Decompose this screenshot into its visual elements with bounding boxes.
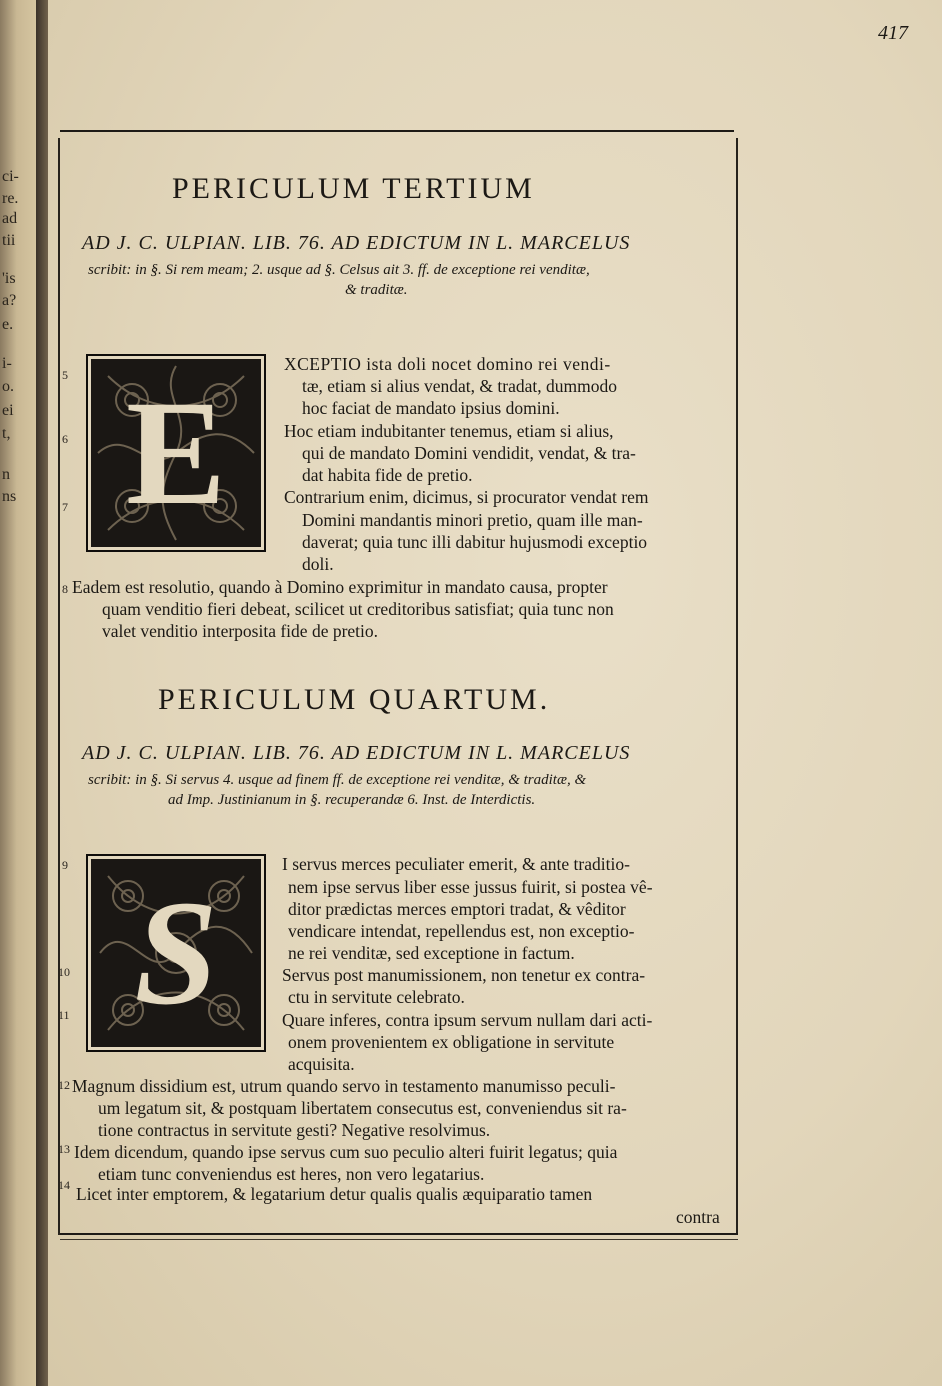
facing-fragment: o.: [2, 378, 14, 395]
paragraph-line: hoc faciat de mandato ipsius domini.: [302, 398, 560, 418]
facing-fragment: ns: [2, 488, 17, 505]
facing-fragment: re.: [2, 190, 19, 207]
paragraph-line: Servus post manumissionem, non tenetur ex contra-: [282, 965, 646, 985]
paragraph-line: um legatum sit, & postquam libertatem consecutus est, conveniendus sit ra-: [98, 1098, 627, 1118]
facing-fragment: ad: [2, 210, 18, 227]
facing-fragment: 'is: [2, 270, 16, 287]
section-citation: & traditæ.: [345, 282, 408, 298]
facing-fragment: i-: [2, 355, 12, 372]
initial-letter: E: [125, 370, 227, 536]
paragraph-line: onem provenientem ex obligatione in servitute: [288, 1032, 615, 1052]
page-number: 417: [878, 22, 908, 44]
paragraph-line: Idem dicendum, quando ipse servus cum suo peculio alteri fuirit legatus; quia: [74, 1142, 618, 1162]
facing-fragment: ei: [2, 402, 14, 419]
section-lemma: AD J. C. ULPIAN. LIB. 76. AD EDICTUM IN L. MARCELUS: [82, 742, 631, 764]
paragraph-line: tæ, etiam si alius vendat, & tradat, dummodo: [302, 376, 617, 396]
paragraph-line: acquisita.: [288, 1054, 355, 1074]
catchword: contra: [676, 1207, 720, 1227]
paragraph-line: etiam tunc conveniendus est heres, non vero legatarius.: [98, 1164, 485, 1184]
paragraph-line: dat habita fide de pretio.: [302, 465, 473, 485]
paragraph-number: 6: [62, 432, 68, 446]
paragraph-number: 11: [58, 1008, 70, 1022]
facing-fragment: ci-: [2, 168, 19, 185]
paragraph-number: 14: [58, 1178, 70, 1192]
paragraph-line: nem ipse servus liber esse jussus fuirit, si postea vê-: [288, 877, 653, 897]
paragraph-line: vendicare intendat, repellendus est, non exceptio-: [288, 921, 635, 941]
paragraph-number: 9: [62, 858, 68, 872]
paragraph-line: Quare inferes, contra ipsum servum nullam dari acti-: [282, 1010, 653, 1030]
paragraph-line: Eadem est resolutio, quando à Domino exprimitur in mandato causa, propter: [72, 577, 608, 597]
paragraph-line: valet venditio interposita fide de pretio.: [102, 621, 379, 641]
decorated-initial-e: [86, 354, 266, 552]
section-title: PERICULUM QUARTUM.: [158, 683, 551, 716]
paragraph-line: ne rei venditæ, sed exceptione in factum.: [288, 943, 575, 963]
section-title: PERICULUM TERTIUM: [172, 172, 535, 205]
paragraph-line: XCEPTIO ista doli nocet domino rei vendi-: [284, 354, 611, 374]
frame-right-rule: [736, 138, 738, 1235]
section-lemma: AD J. C. ULPIAN. LIB. 76. AD EDICTUM IN L. MARCELUS: [82, 232, 631, 254]
paragraph-line: doli.: [302, 554, 334, 574]
paragraph-line: quam venditio fieri debeat, scilicet ut creditoribus satisfiat; quia tunc non: [102, 599, 614, 619]
decorated-initial-s: [86, 854, 266, 1052]
facing-fragment: tii: [2, 232, 16, 249]
paragraph-number: 7: [62, 500, 68, 514]
top-rule: [60, 130, 734, 132]
paragraph-line: tione contractus in servitute gesti? Negative resolvimus.: [98, 1120, 491, 1140]
section-citation: scribit: in §. Si rem meam; 2. usque ad §. Celsus ait 3. ff. de exceptione rei venditæ,: [88, 262, 590, 278]
facing-fragment: e.: [2, 316, 14, 333]
paragraph-line: qui de mandato Domini vendidit, vendat, & tra-: [302, 443, 636, 463]
paragraph-line: ctu in servitute celebrato.: [288, 987, 465, 1007]
paragraph-number: 10: [58, 965, 70, 979]
paragraph-line: Hoc etiam indubitanter tenemus, etiam si alius,: [284, 421, 614, 441]
facing-fragment: n: [2, 466, 10, 483]
frame-left-rule: [58, 138, 60, 1235]
paragraph-line: Domini mandantis minori pretio, quam ille man-: [302, 510, 643, 530]
paragraph-line: Contrarium enim, dicimus, si procurator vendat rem: [284, 487, 649, 507]
paragraph-line: Licet inter emptorem, & legatarium detur qualis qualis æquiparatio tamen: [76, 1184, 593, 1204]
paragraph-line: I servus merces peculiater emerit, & ante traditio-: [282, 854, 630, 874]
section-citation: ad Imp. Justinianum in §. recuperandæ 6. Inst. de Interdictis.: [168, 792, 536, 808]
paragraph-number: 13: [58, 1142, 70, 1156]
paragraph-number: 5: [62, 368, 68, 382]
bottom-rule: [60, 1233, 738, 1235]
facing-fragment: t,: [2, 425, 11, 442]
paragraph-number: 8: [62, 582, 68, 596]
bottom-rule-thin: [60, 1239, 738, 1240]
paragraph-line: Magnum dissidium est, utrum quando servo in testamento manumisso peculi-: [72, 1076, 616, 1096]
initial-letter: S: [134, 870, 218, 1036]
paragraph-number: 12: [58, 1078, 70, 1092]
facing-fragment: a?: [2, 292, 17, 309]
paragraph-line: ditor prædictas merces emptori tradat, & vêditor: [288, 899, 626, 919]
paragraph-line: daverat; quia tunc illi dabitur hujusmodi exceptio: [302, 532, 648, 552]
section-citation: scribit: in §. Si servus 4. usque ad finem ff. de exceptione rei venditæ, & traditæ, &: [88, 772, 587, 788]
